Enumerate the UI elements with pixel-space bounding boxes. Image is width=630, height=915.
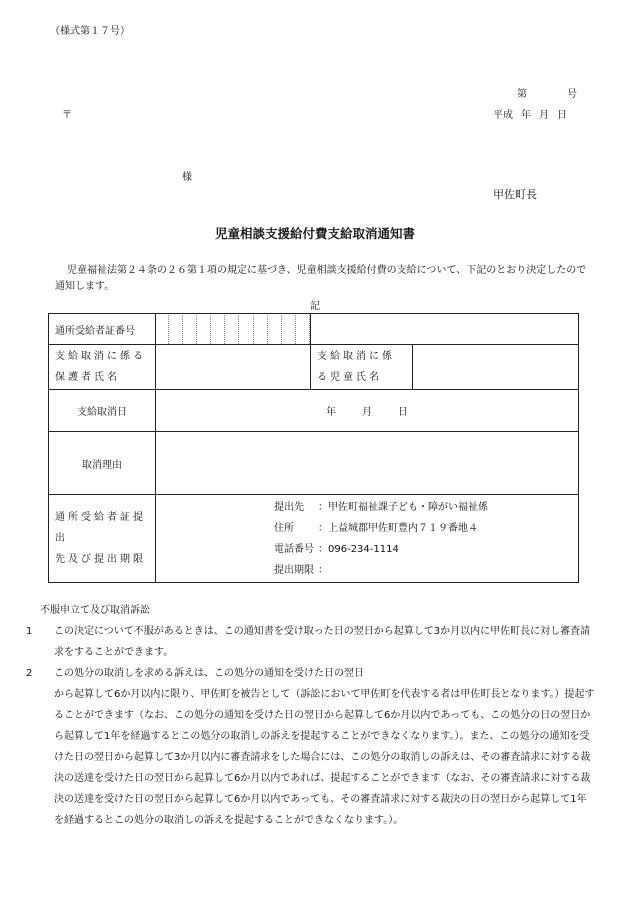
form-number: （様式第１７号）: [50, 26, 130, 37]
issue-date: [493, 106, 567, 121]
guardian-name-label: 支給取消に係る 保護者氏名: [49, 345, 156, 390]
document-title: 児童相談支援給付費支給取消通知書: [214, 226, 415, 241]
submission-details: [156, 495, 579, 583]
appeal-item-2-body: から起算して6か月以内に限り、甲佐町を被告として（訴訟において甲佐町を代表する者は甲佐町長となります。）提起することができます（なお、この処分の通知を受けた日の翌日から起算して6か月以内であっても、この処分の日の翌日から起算して1年を経過するとこの処分の取消しの訴えを提起することができなくなります。）。また、この処分の通知を受けた日の翌日から起算して3か月以内に審査請求をした場合には、この処分の取消しの訴えは、その審査請求に対する裁決の送達を受けた日の翌日から起算して6か月以内であれば、提起することができます（なお、その審査請求に対する裁決の送達を受けた日の翌日から起算して6か月以内であっても、その審査請求に対する裁決の日の翌日から起算して1年を経過するとこの処分の取消しの訴えを提起することができなくなります。）。: [54, 689, 595, 826]
year-label: 年: [521, 110, 531, 121]
names-row: [49, 345, 579, 390]
submission-label: 通所受給者証提出 先及び提出期限: [49, 495, 156, 583]
issuer: 甲佐町長: [493, 188, 537, 201]
cancel-date-row: [49, 390, 579, 432]
submission-row: [49, 495, 579, 583]
day-label: 日: [557, 110, 567, 121]
cert-number-row: [49, 314, 579, 345]
submit-deadline: 提出期限 ：: [274, 564, 328, 576]
cert-number-blank: [311, 314, 579, 345]
intro-text: 児童福祉法第２４条の２６第１項の規定に基づき、児童相談支援給付費の支給について、下記のとおり決定したので通知します。: [55, 265, 587, 292]
appeal-item-2: 2 この処分の取消しを求める訴えは、この処分の通知を受けた日の翌日: [26, 668, 364, 679]
reason-field[interactable]: [156, 432, 579, 495]
notice-table: [48, 313, 579, 583]
postal-mark: 〒: [62, 110, 72, 121]
submit-address: 住所 ：上益城郡甲佐町豊内７１９番地４: [274, 522, 478, 534]
appeal-heading: 不服申立て及び取消訴訟: [40, 605, 150, 616]
submit-phone: 電話番号 ：096-234-1114: [274, 543, 399, 555]
appeal-item-1: 1 この決定について不服があるときは、この通知書を受け取った日の翌日から起算して3か月以内に甲佐町長に対し審査請求をすることができます。: [26, 626, 591, 658]
era: 平成: [493, 110, 513, 121]
doc-no-prefix: 第: [517, 89, 527, 100]
guardian-name-field[interactable]: [156, 345, 311, 390]
submit-to: 提出先 ：甲佐町福祉課子ども・障がい福祉係: [274, 501, 488, 513]
cancel-date-field[interactable]: 年 月 日: [156, 390, 579, 432]
ki-marker: 記: [310, 301, 320, 312]
child-name-field[interactable]: [413, 345, 579, 390]
child-name-label: 支給取消に係 る児童氏名: [311, 345, 413, 390]
doc-no-suffix: 号: [567, 89, 577, 100]
appeal-section: [26, 600, 595, 831]
reason-row: [49, 432, 579, 495]
reason-label: 取消理由: [49, 432, 156, 495]
cert-number-label: 通所受給者証番号: [49, 314, 156, 345]
addressee-suffix: 様: [182, 172, 192, 183]
cert-number-boxes[interactable]: [156, 314, 311, 345]
document-number: [517, 85, 577, 100]
cancel-date-label: 支給取消日: [49, 390, 156, 432]
month-label: 月: [539, 110, 549, 121]
